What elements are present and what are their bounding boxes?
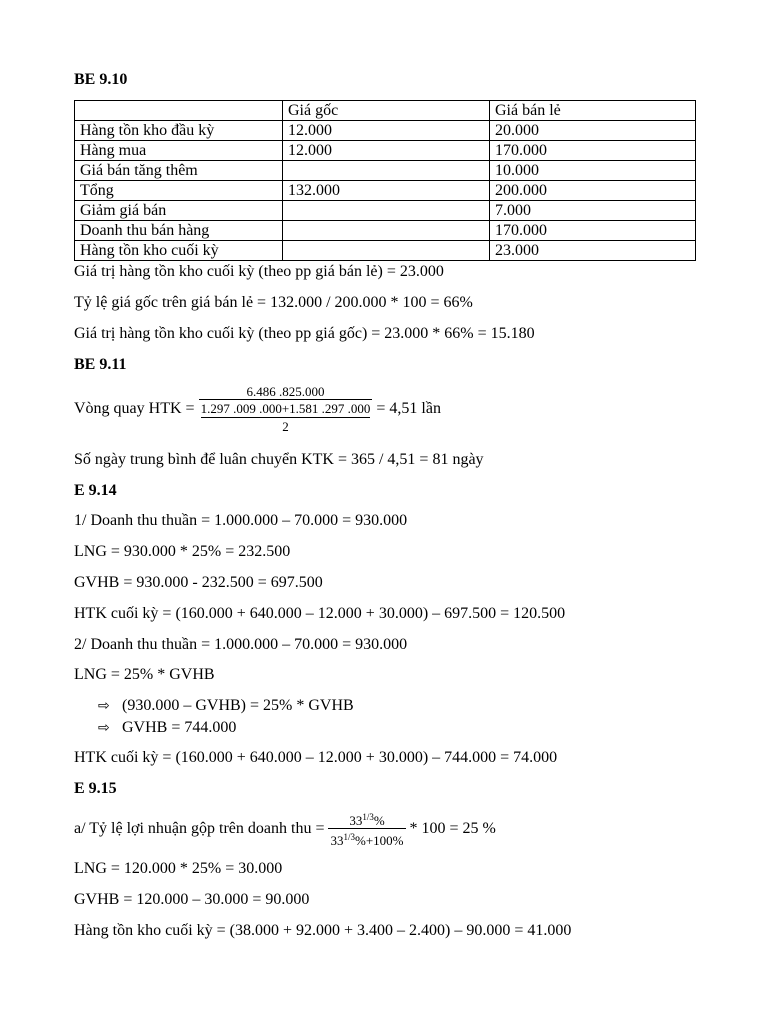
denominator-exponent: 1/3 — [343, 832, 355, 842]
table-cell: 7.000 — [490, 201, 696, 221]
table-cell: 170.000 — [490, 221, 696, 241]
table-header-cell — [75, 101, 283, 121]
text-line: 1/ Doanh thu thuần = 1.000.000 – 70.000 = 930.000 — [74, 512, 408, 529]
table-cell: Doanh thu bán hàng — [75, 221, 283, 241]
table-header-cell: Giá bán lẻ — [490, 101, 696, 121]
arrow-line — [98, 696, 354, 716]
turnover-fraction — [199, 384, 373, 434]
table-row — [75, 141, 696, 161]
text-line: 2/ Doanh thu thuần = 1.000.000 – 70.000 = 930.000 — [74, 636, 408, 653]
table-cell: Giảm giá bán — [75, 201, 283, 221]
table-cell: Hàng tồn kho đầu kỳ — [75, 121, 283, 141]
denominator-sum: 1.297 .009 .000+1.581 .297 .000 — [200, 401, 371, 416]
table-row — [75, 181, 696, 201]
text-line: HTK cuối kỳ = (160.000 + 640.000 – 12.000 + 30.000) – 744.000 = 74.000 — [74, 749, 558, 766]
text-line: Hàng tồn kho cuối kỳ = (38.000 + 92.000 + 3.400 – 2.400) – 90.000 = 41.000 — [74, 922, 572, 939]
ratio-suffix: * 100 = 25 % — [405, 820, 496, 837]
text-line: GVHB = 930.000 - 232.500 = 697.500 — [74, 574, 323, 591]
text-line: Số ngày trung bình để luân chuyển KTK = 365 / 4,51 = 81 ngày — [74, 451, 484, 468]
text-line: LNG = 120.000 * 25% = 30.000 — [74, 860, 283, 877]
text-line: HTK cuối kỳ = (160.000 + 640.000 – 12.000 + 30.000) – 697.500 = 120.500 — [74, 605, 566, 622]
text-line: Giá trị hàng tồn kho cuối kỳ (theo pp giá bán lẻ) = 23.000 — [74, 263, 444, 280]
table-cell — [283, 161, 490, 181]
text-line: Tỷ lệ giá gốc trên giá bán lẻ = 132.000 / 200.000 * 100 = 66% — [74, 294, 473, 311]
table-cell: Hàng tồn kho cuối kỳ — [75, 241, 283, 261]
table-cell: 132.000 — [283, 181, 490, 201]
ratio-prefix: a/ Tỷ lệ lợi nhuận gộp trên doanh thu = — [74, 820, 329, 837]
text-line: GVHB = 120.000 – 30.000 = 90.000 — [74, 891, 310, 908]
inventory-table — [74, 100, 696, 261]
numerator-percent: % — [373, 813, 385, 828]
text-line: LNG = 930.000 * 25% = 232.500 — [74, 543, 291, 560]
arrow-line-text: GVHB = 744.000 — [122, 719, 237, 736]
table-cell: 200.000 — [490, 181, 696, 201]
table-row — [75, 221, 696, 241]
table-header-row — [75, 101, 696, 121]
heading-e914: E 9.14 — [74, 482, 117, 499]
table-row — [75, 121, 696, 141]
table-row — [75, 161, 696, 181]
text-line: LNG = 25% * GVHB — [74, 666, 215, 683]
arrow-right-icon: ⇨ — [98, 698, 110, 714]
fraction-denominator — [199, 399, 373, 434]
table-cell: 12.000 — [283, 141, 490, 161]
denominator-sum: %+100% — [355, 833, 404, 848]
table-cell: 12.000 — [283, 121, 490, 141]
numerator-base: 33 — [349, 813, 363, 828]
turnover-suffix: = 4,51 lần — [372, 400, 441, 417]
table-cell — [283, 221, 490, 241]
heading-be911: BE 9.11 — [74, 356, 127, 373]
table-row — [75, 241, 696, 261]
fraction-numerator: 6.486 .825.000 — [246, 384, 325, 399]
table-cell — [283, 201, 490, 221]
ratio-denominator — [328, 828, 405, 848]
arrow-line-text: (930.000 – GVHB) = 25% * GVHB — [122, 697, 354, 714]
table-header-cell: Giá gốc — [283, 101, 490, 121]
numerator-exponent: 1/3 — [362, 812, 374, 822]
heading-be910: BE 9.10 — [74, 71, 128, 88]
table-cell: Giá bán tăng thêm — [75, 161, 283, 181]
margin-ratio-formula — [74, 810, 496, 848]
table-cell: 170.000 — [490, 141, 696, 161]
denominator-base: 33 — [330, 833, 344, 848]
denominator-divisor: 2 — [282, 419, 289, 434]
table-cell: 23.000 — [490, 241, 696, 261]
turnover-prefix: Vòng quay HTK = — [74, 400, 199, 417]
table-cell: Hàng mua — [75, 141, 283, 161]
heading-e915: E 9.15 — [74, 780, 117, 797]
turnover-formula — [74, 384, 441, 434]
table-cell: 20.000 — [490, 121, 696, 141]
table-row — [75, 201, 696, 221]
table-cell: 10.000 — [490, 161, 696, 181]
arrow-line — [98, 718, 236, 738]
ratio-numerator — [328, 810, 405, 828]
arrow-right-icon: ⇨ — [98, 720, 110, 736]
table-cell: Tổng — [75, 181, 283, 201]
text-line: Giá trị hàng tồn kho cuối kỳ (theo pp giá gốc) = 23.000 * 66% = 15.180 — [74, 325, 535, 342]
ratio-fraction — [328, 810, 405, 848]
table-cell — [283, 241, 490, 261]
